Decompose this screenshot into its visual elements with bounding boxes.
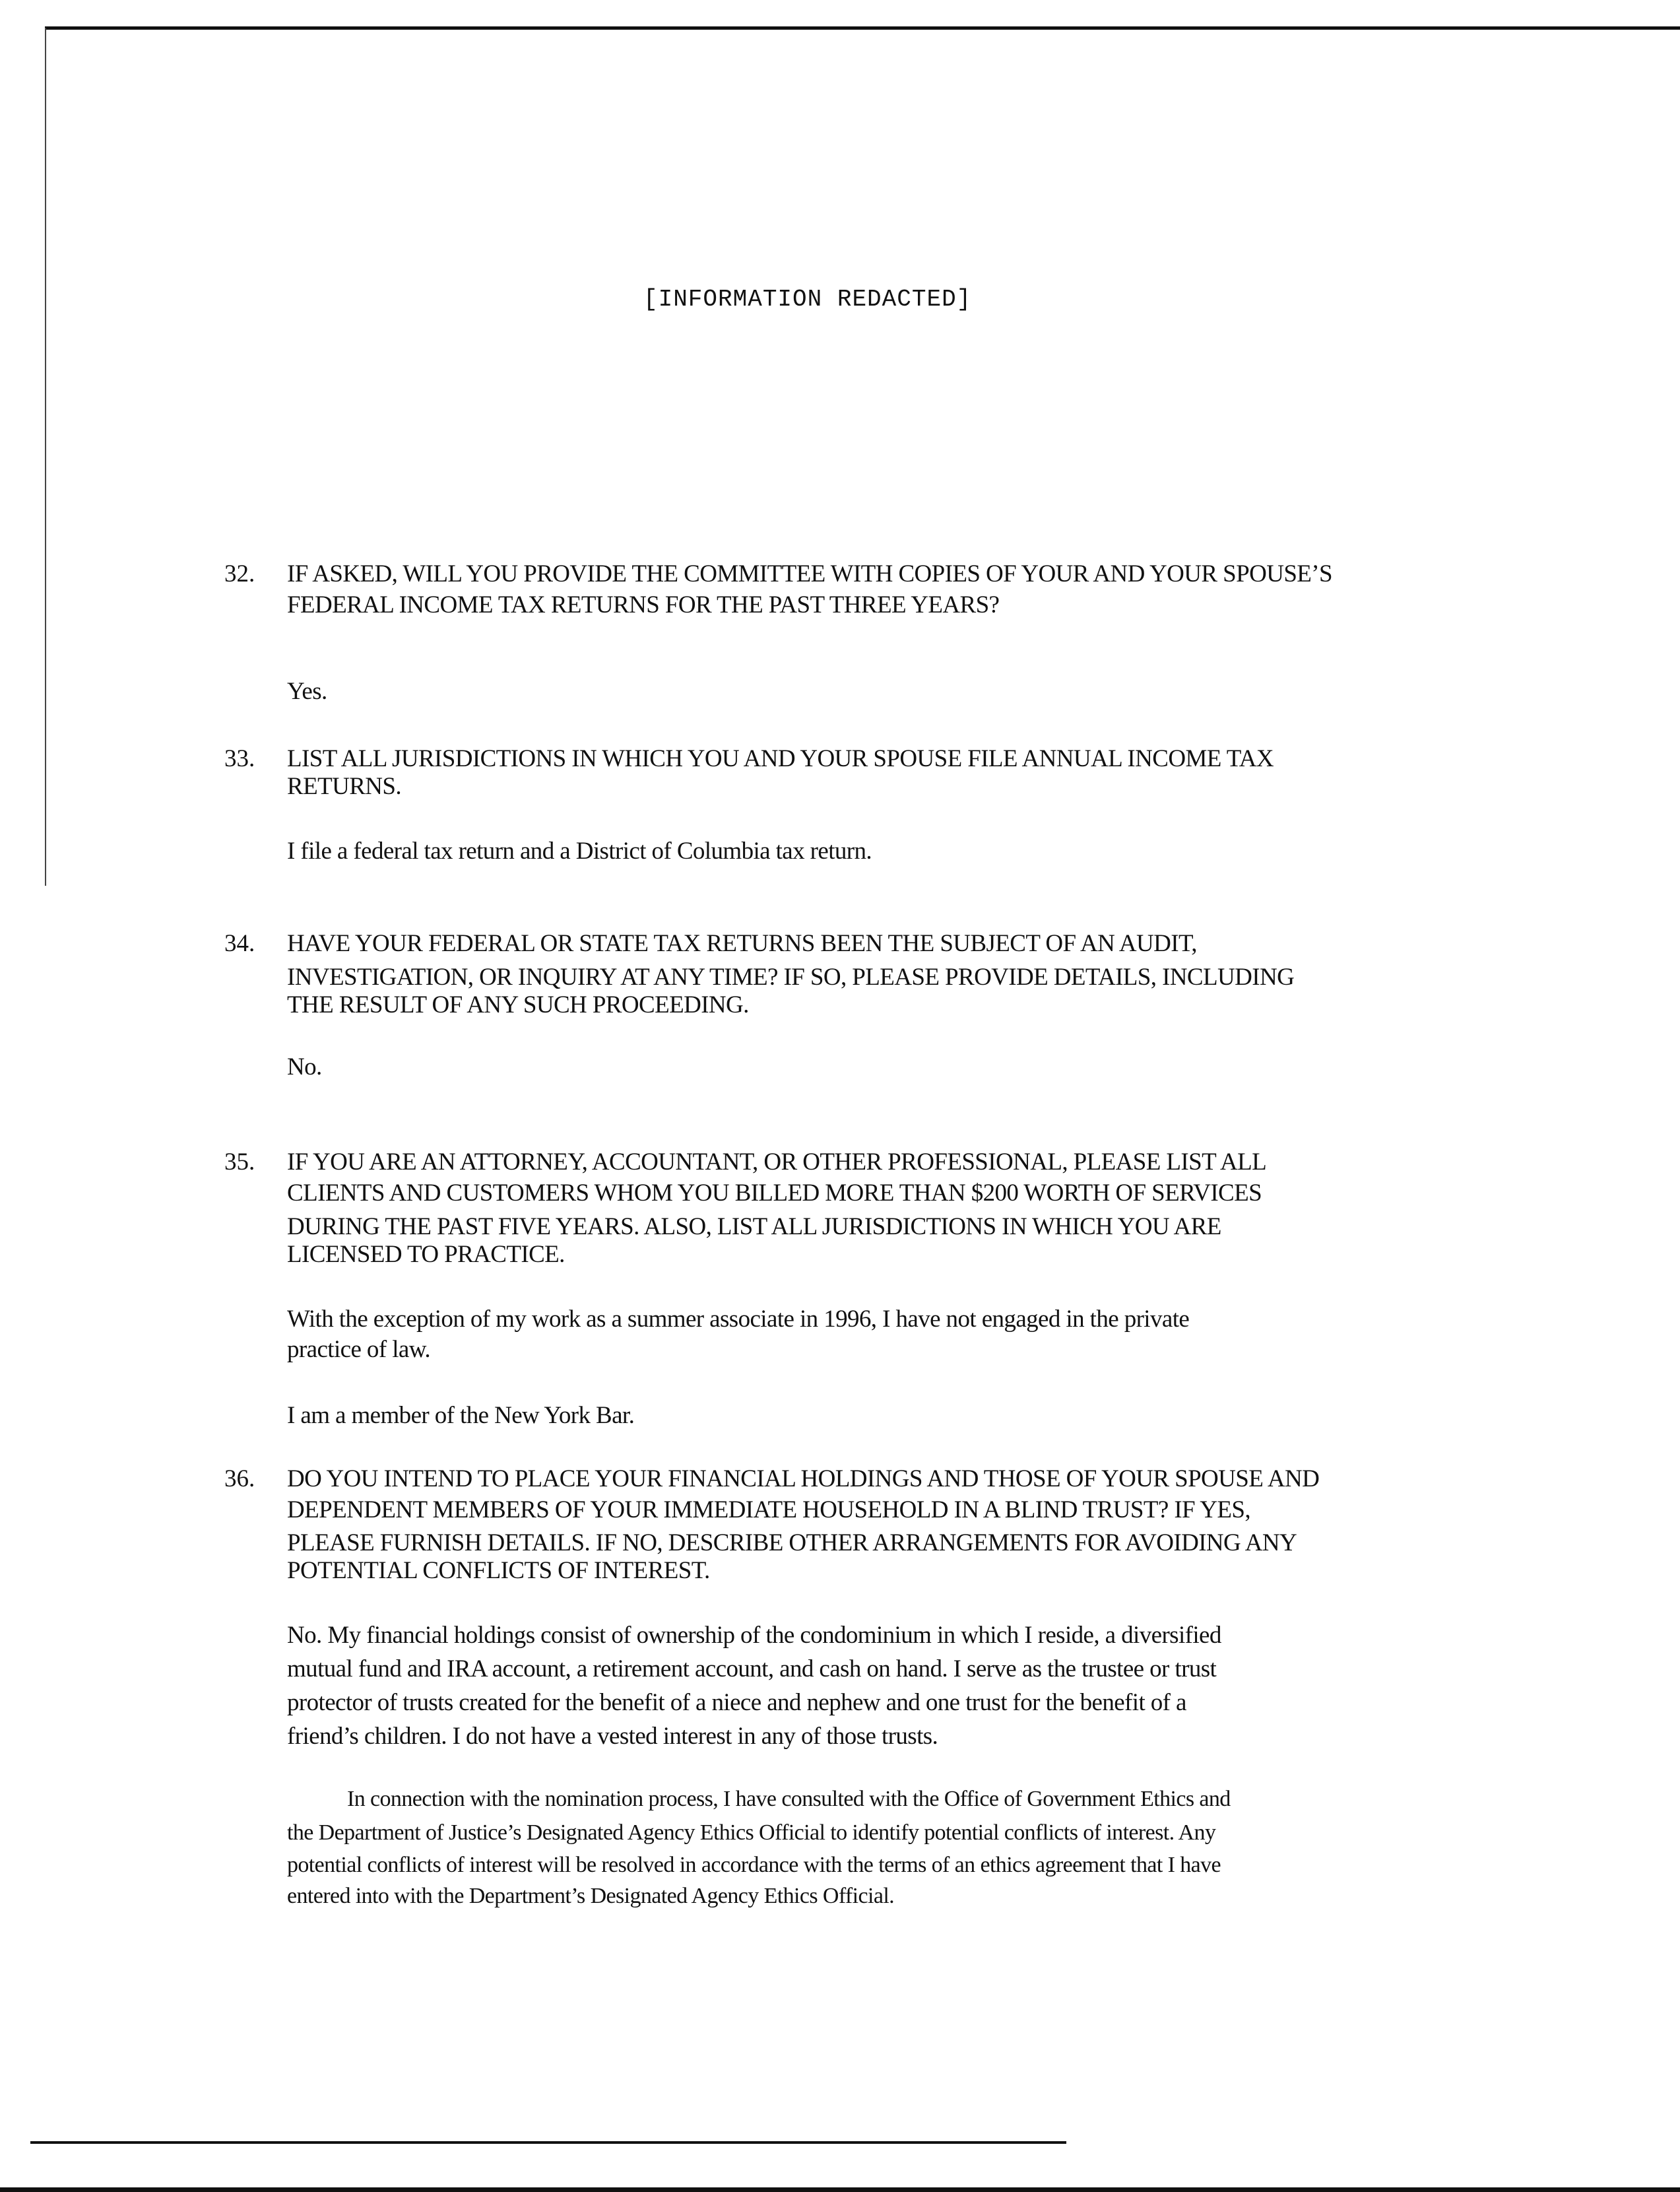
question-35-line: CLIENTS AND CUSTOMERS WHOM YOU BILLED MORE THAN $200 WORTH OF SERVICES [287, 1179, 1262, 1207]
answer-36-line: protector of trusts created for the benefit of a niece and nephew and one trust for the benefit of a [287, 1689, 1186, 1716]
question-34-line: INVESTIGATION, OR INQUIRY AT ANY TIME? IF SO, PLEASE PROVIDE DETAILS, INCLUDING [287, 964, 1295, 991]
closing-line: In connection with the nomination process, I have consulted with the Office of Government Ethics and [347, 1787, 1231, 1811]
question-35-line: IF YOU ARE AN ATTORNEY, ACCOUNTANT, OR OTHER PROFESSIONAL, PLEASE LIST ALL [287, 1148, 1267, 1176]
top-border [45, 26, 1680, 30]
answer-35-bar: I am a member of the New York Bar. [287, 1402, 635, 1429]
answer-35-line: practice of law. [287, 1336, 431, 1363]
item-number-35: 35. [224, 1148, 255, 1176]
answer-34: No. [287, 1053, 322, 1080]
question-33-line: RETURNS. [287, 773, 402, 800]
answer-36-line: No. My financial holdings consist of ownership of the condominium in which I reside, a diversified [287, 1622, 1221, 1649]
question-35-line: DURING THE PAST FIVE YEARS. ALSO, LIST ALL JURISDICTIONS IN WHICH YOU ARE [287, 1213, 1221, 1240]
answer-32: Yes. [287, 678, 327, 705]
bottom-border [30, 2141, 1066, 2144]
closing-line: entered into with the Department’s Designated Agency Ethics Official. [287, 1884, 895, 1908]
redacted-notice: [INFORMATION REDACTED] [643, 286, 972, 313]
left-border [45, 28, 46, 886]
question-33-line: LIST ALL JURISDICTIONS IN WHICH YOU AND YOUR SPOUSE FILE ANNUAL INCOME TAX [287, 745, 1274, 772]
answer-36-line: friend’s children. I do not have a vested interest in any of those trusts. [287, 1723, 938, 1750]
answer-36-line: mutual fund and IRA account, a retirement account, and cash on hand. I serve as the trustee or trust [287, 1655, 1217, 1682]
question-32-line: IF ASKED, WILL YOU PROVIDE THE COMMITTEE WITH COPIES OF YOUR AND YOUR SPOUSE’S [287, 560, 1333, 587]
page-bottom-edge [0, 2187, 1680, 2192]
question-34-line: HAVE YOUR FEDERAL OR STATE TAX RETURNS BEEN THE SUBJECT OF AN AUDIT, [287, 930, 1197, 957]
item-number-34: 34. [224, 930, 255, 957]
answer-35-line: With the exception of my work as a summer associate in 1996, I have not engaged in the private [287, 1306, 1190, 1333]
question-34-line: THE RESULT OF ANY SUCH PROCEEDING. [287, 991, 749, 1018]
question-36-line: PLEASE FURNISH DETAILS. IF NO, DESCRIBE OTHER ARRANGEMENTS FOR AVOIDING ANY [287, 1529, 1297, 1556]
question-36-line: POTENTIAL CONFLICTS OF INTEREST. [287, 1557, 710, 1584]
question-32-line: FEDERAL INCOME TAX RETURNS FOR THE PAST THREE YEARS? [287, 591, 1000, 618]
item-number-33: 33. [224, 745, 255, 772]
closing-line: the Department of Justice’s Designated Agency Ethics Official to identify potential conflicts of interest. Any [287, 1820, 1216, 1845]
question-36-line: DEPENDENT MEMBERS OF YOUR IMMEDIATE HOUSEHOLD IN A BLIND TRUST? IF YES, [287, 1496, 1251, 1523]
answer-33: I file a federal tax return and a District of Columbia tax return. [287, 838, 872, 865]
closing-line: potential conflicts of interest will be resolved in accordance with the terms of an ethics agreement that I have [287, 1853, 1221, 1877]
question-36-line: DO YOU INTEND TO PLACE YOUR FINANCIAL HOLDINGS AND THOSE OF YOUR SPOUSE AND [287, 1465, 1320, 1492]
question-35-line: LICENSED TO PRACTICE. [287, 1241, 565, 1268]
item-number-32: 32. [224, 560, 255, 587]
item-number-36: 36. [224, 1465, 255, 1492]
